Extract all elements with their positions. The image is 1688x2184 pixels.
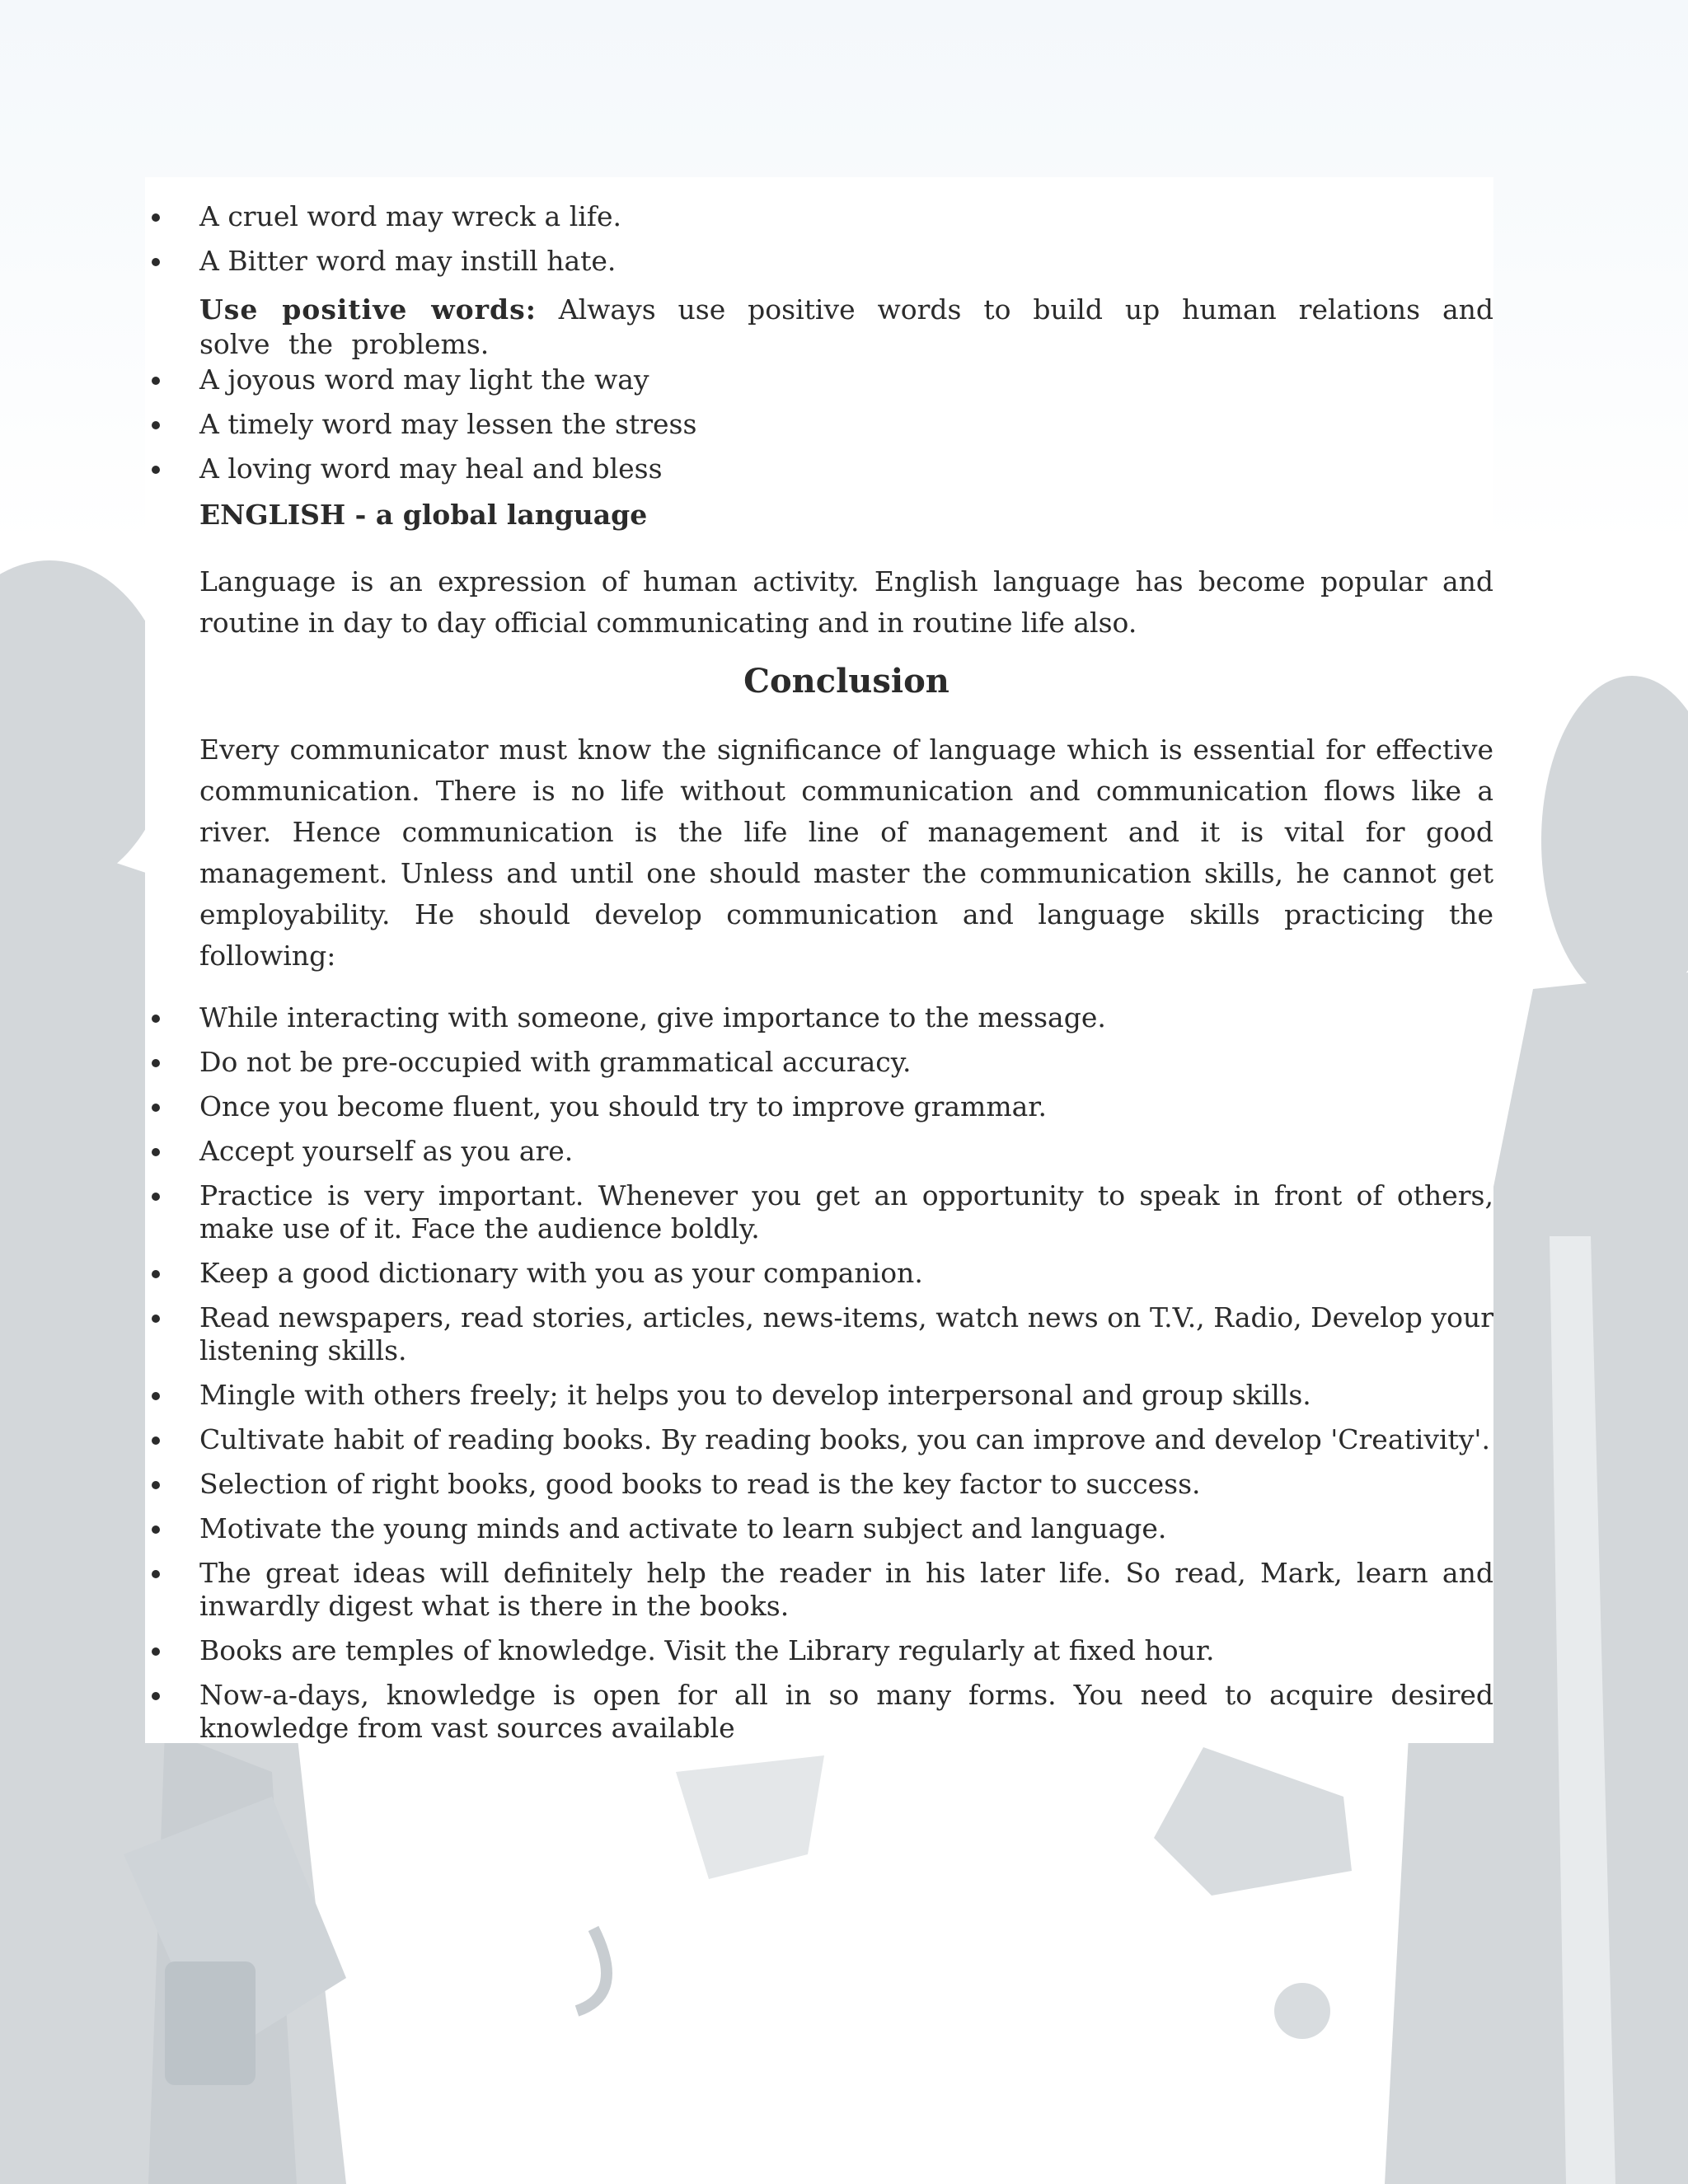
positive-words-paragraph [145,293,1493,362]
list-item [145,1468,1493,1501]
list-item-text: Selection of right books, good books to read is the key factor to success. [199,1468,1201,1500]
list-item [145,408,1493,441]
list-item-text: Accept yourself as you are. [199,1135,574,1167]
bullet-icon [152,1015,160,1023]
list-item-text: Mingle with others freely; it helps you to develop interpersonal and group skills. [199,1379,1311,1411]
bullet-icon [152,1193,160,1201]
list-item-text: A Bitter word may instill hate. [199,245,617,277]
list-item [145,1001,1493,1034]
bullet-icon [152,421,160,429]
english-heading: ENGLISH - a global language [199,499,648,531]
list-item-text: Motivate the young minds and activate to learn subject and language. [199,1512,1167,1544]
bullet-icon [152,466,160,474]
list-item-text: A joyous word may light the way [199,363,649,396]
list-item-text: Practice is very important. Whenever you get an opportunity to speak in front of others, make use of it. Face the audience boldly. [199,1179,1493,1244]
list-item [145,1046,1493,1079]
list-item-text: Read newspapers, read stories, articles, news-items, watch news on T.V., Radio, Develop your listening skills. [199,1301,1493,1366]
positive-words-lead: Use positive words: [199,293,537,326]
list-item [145,1179,1493,1245]
list-item-text: A loving word may heal and bless [199,452,663,485]
bullet-icon [152,1059,160,1067]
positive-words-text: Always use positive words to build up human relations and solve the problems. [199,293,1494,360]
list-item-text: The great ideas will definitely help the reader in his later life. So read, Mark, learn and inwardly digest what is there in the books. [199,1557,1493,1622]
bullet-icon [152,1270,160,1278]
top-bullet-list [145,200,1493,278]
bullet-icon [152,1104,160,1112]
document-body [145,177,1493,1743]
bullet-icon [152,1481,160,1489]
list-item-text: Once you become fluent, you should try to improve grammar. [199,1090,1047,1122]
list-item [145,1557,1493,1623]
list-item-text: Books are temples of knowledge. Visit the Library regularly at fixed hour. [199,1634,1215,1666]
bullet-icon [152,1315,160,1323]
bullet-icon [152,377,160,385]
bullet-icon [152,1647,160,1656]
bullet-icon [152,1392,160,1400]
conclusion-heading: Conclusion [743,662,950,701]
bullet-icon [152,1526,160,1534]
practices-bullet-list [145,1001,1493,1745]
bullet-icon [152,1692,160,1700]
list-item-text: A cruel word may wreck a life. [199,200,622,232]
list-item [145,1379,1493,1412]
list-item [145,452,1493,485]
list-item [145,1634,1493,1667]
list-item-text: Keep a good dictionary with you as your companion. [199,1257,923,1289]
list-item-text: While interacting with someone, give importance to the message. [199,1001,1106,1033]
list-item [145,1090,1493,1123]
conclusion-paragraph: Every communicator must know the significance of language which is essential for effective communication. There is no life without communication and communication flows like a river. Hence communication is the life line of management and it is vital for good management. Unless and until one should master the communication skills, he cannot get employability. He should develop communication and language skills practicing the following: [199,733,1493,972]
bullet-icon [152,213,160,222]
english-paragraph: Language is an expression of human activity. English language has become popular and routine in day to day official communicating and in routine life also. [199,565,1493,639]
list-item [145,245,1493,278]
list-item [145,1512,1493,1545]
list-item-text: A timely word may lessen the stress [199,408,697,440]
bullet-icon [152,1148,160,1156]
bullet-icon [152,258,160,266]
list-item [145,200,1493,233]
list-item-text: Cultivate habit of reading books. By reading books, you can improve and develop 'Creativity'. [199,1423,1490,1455]
list-item [145,1423,1493,1456]
list-item [145,1679,1493,1745]
bullet-icon [152,1570,160,1578]
bullet-icon [152,1436,160,1445]
list-item [145,1257,1493,1290]
positive-bullet-list [145,363,1493,485]
list-item [145,363,1493,396]
list-item-text: Now-a-days, knowledge is open for all in so many forms. You need to acquire desired knowledge from vast sources available [199,1679,1493,1744]
list-item-text: Do not be pre-occupied with grammatical accuracy. [199,1046,912,1078]
list-item [145,1135,1493,1168]
list-item [145,1301,1493,1367]
